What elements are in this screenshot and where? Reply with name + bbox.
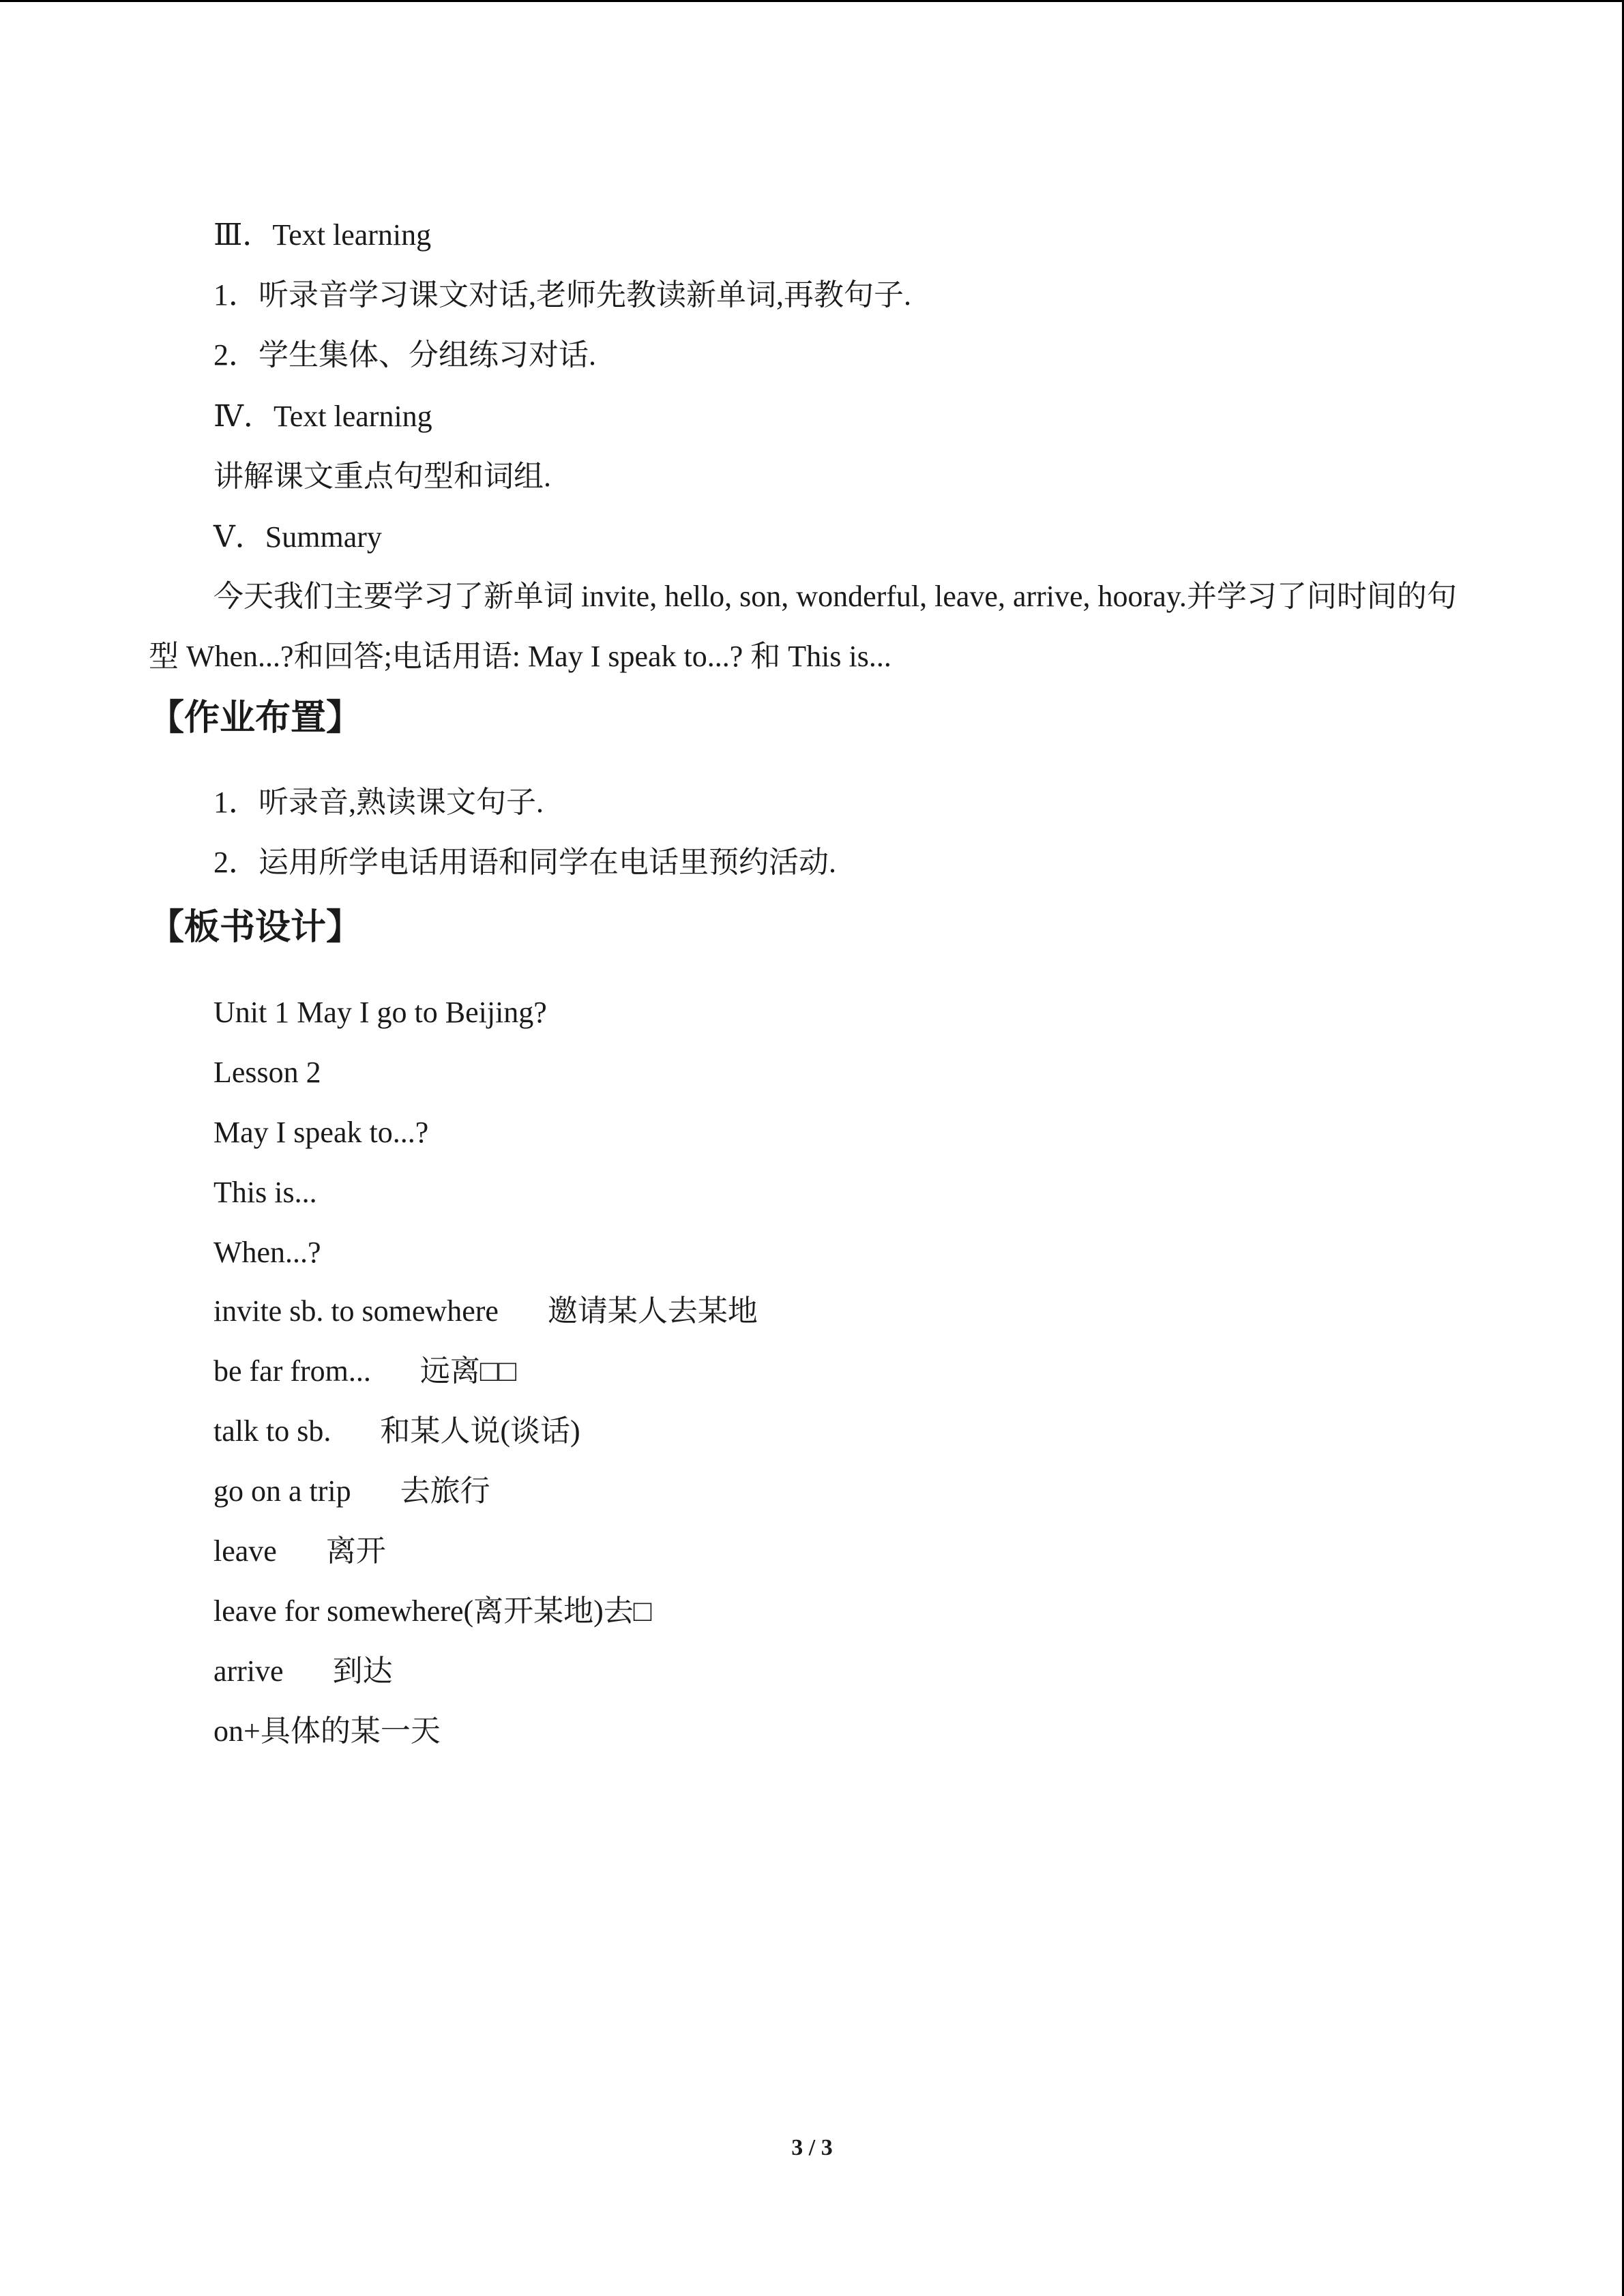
section-3-item-2: 2．学生集体、分组练习对话.: [213, 338, 596, 372]
page-border-top: [0, 0, 1624, 2]
board-leave-for: leave for somewhere(离开某地)去□: [213, 1594, 652, 1628]
section-4-title: Ⅳ．Text learning: [213, 400, 432, 433]
board-phrase-row: [213, 1531, 386, 1572]
phrase-chinese: 离开: [325, 1534, 386, 1568]
board-design-heading: 【板书设计】: [149, 907, 362, 948]
phrase-chinese: 邀请某人去某地: [547, 1294, 758, 1328]
section-3-item-1: 1．听录音学习课文对话,老师先教读新单词,再教句子.: [213, 278, 911, 312]
section-3-title: Ⅲ．Text learning: [213, 218, 432, 252]
phrase-chinese: 去旅行: [400, 1474, 490, 1508]
board-phrase-row: [213, 1411, 580, 1452]
page-number: 3 / 3: [791, 2135, 833, 2160]
board-phrase-row: [213, 1651, 393, 1692]
phrase-english: talk to sb.: [213, 1414, 331, 1448]
phrase-chinese: 和某人说(谈话): [380, 1414, 580, 1448]
phrase-english: go on a trip: [213, 1474, 351, 1508]
board-sentence-when: When...?: [213, 1236, 321, 1269]
summary-paragraph: 今天我们主要学习了新单词 invite, hello, son, wonderful, leave, arrive, hooray.并学习了问时间的句型 When...?和回答;电话用语: May I speak to...? 和 This is...: [149, 580, 1457, 673]
board-sentence-may-i: May I speak to...?: [213, 1116, 429, 1149]
board-phrase-row: [213, 1291, 758, 1332]
phrase-english: be far from...: [213, 1354, 371, 1388]
homework-item-1: 1．听录音,熟读课文句子.: [213, 786, 544, 819]
board-unit-title: Unit 1 May I go to Beijing?: [213, 996, 547, 1029]
phrase-chinese: 远离□□: [419, 1354, 517, 1388]
board-sentence-this-is: This is...: [213, 1176, 317, 1209]
board-lesson: Lesson 2: [213, 1056, 321, 1089]
board-phrase-row: [213, 1351, 516, 1392]
phrase-english: leave: [213, 1534, 277, 1568]
section-4-text: 讲解课文重点句型和词组.: [213, 460, 551, 493]
board-on-day: on+具体的某一天: [213, 1714, 441, 1748]
homework-item-2: 2．运用所学电话用语和同学在电话里预约活动.: [213, 846, 836, 879]
board-phrase-row: [213, 1471, 490, 1512]
homework-heading: 【作业布置】: [149, 698, 362, 739]
phrase-english: invite sb. to somewhere: [213, 1294, 499, 1328]
phrase-english: arrive: [213, 1654, 284, 1688]
phrase-chinese: 到达: [332, 1654, 393, 1688]
section-5-title: Ⅴ．Summary: [213, 520, 382, 554]
